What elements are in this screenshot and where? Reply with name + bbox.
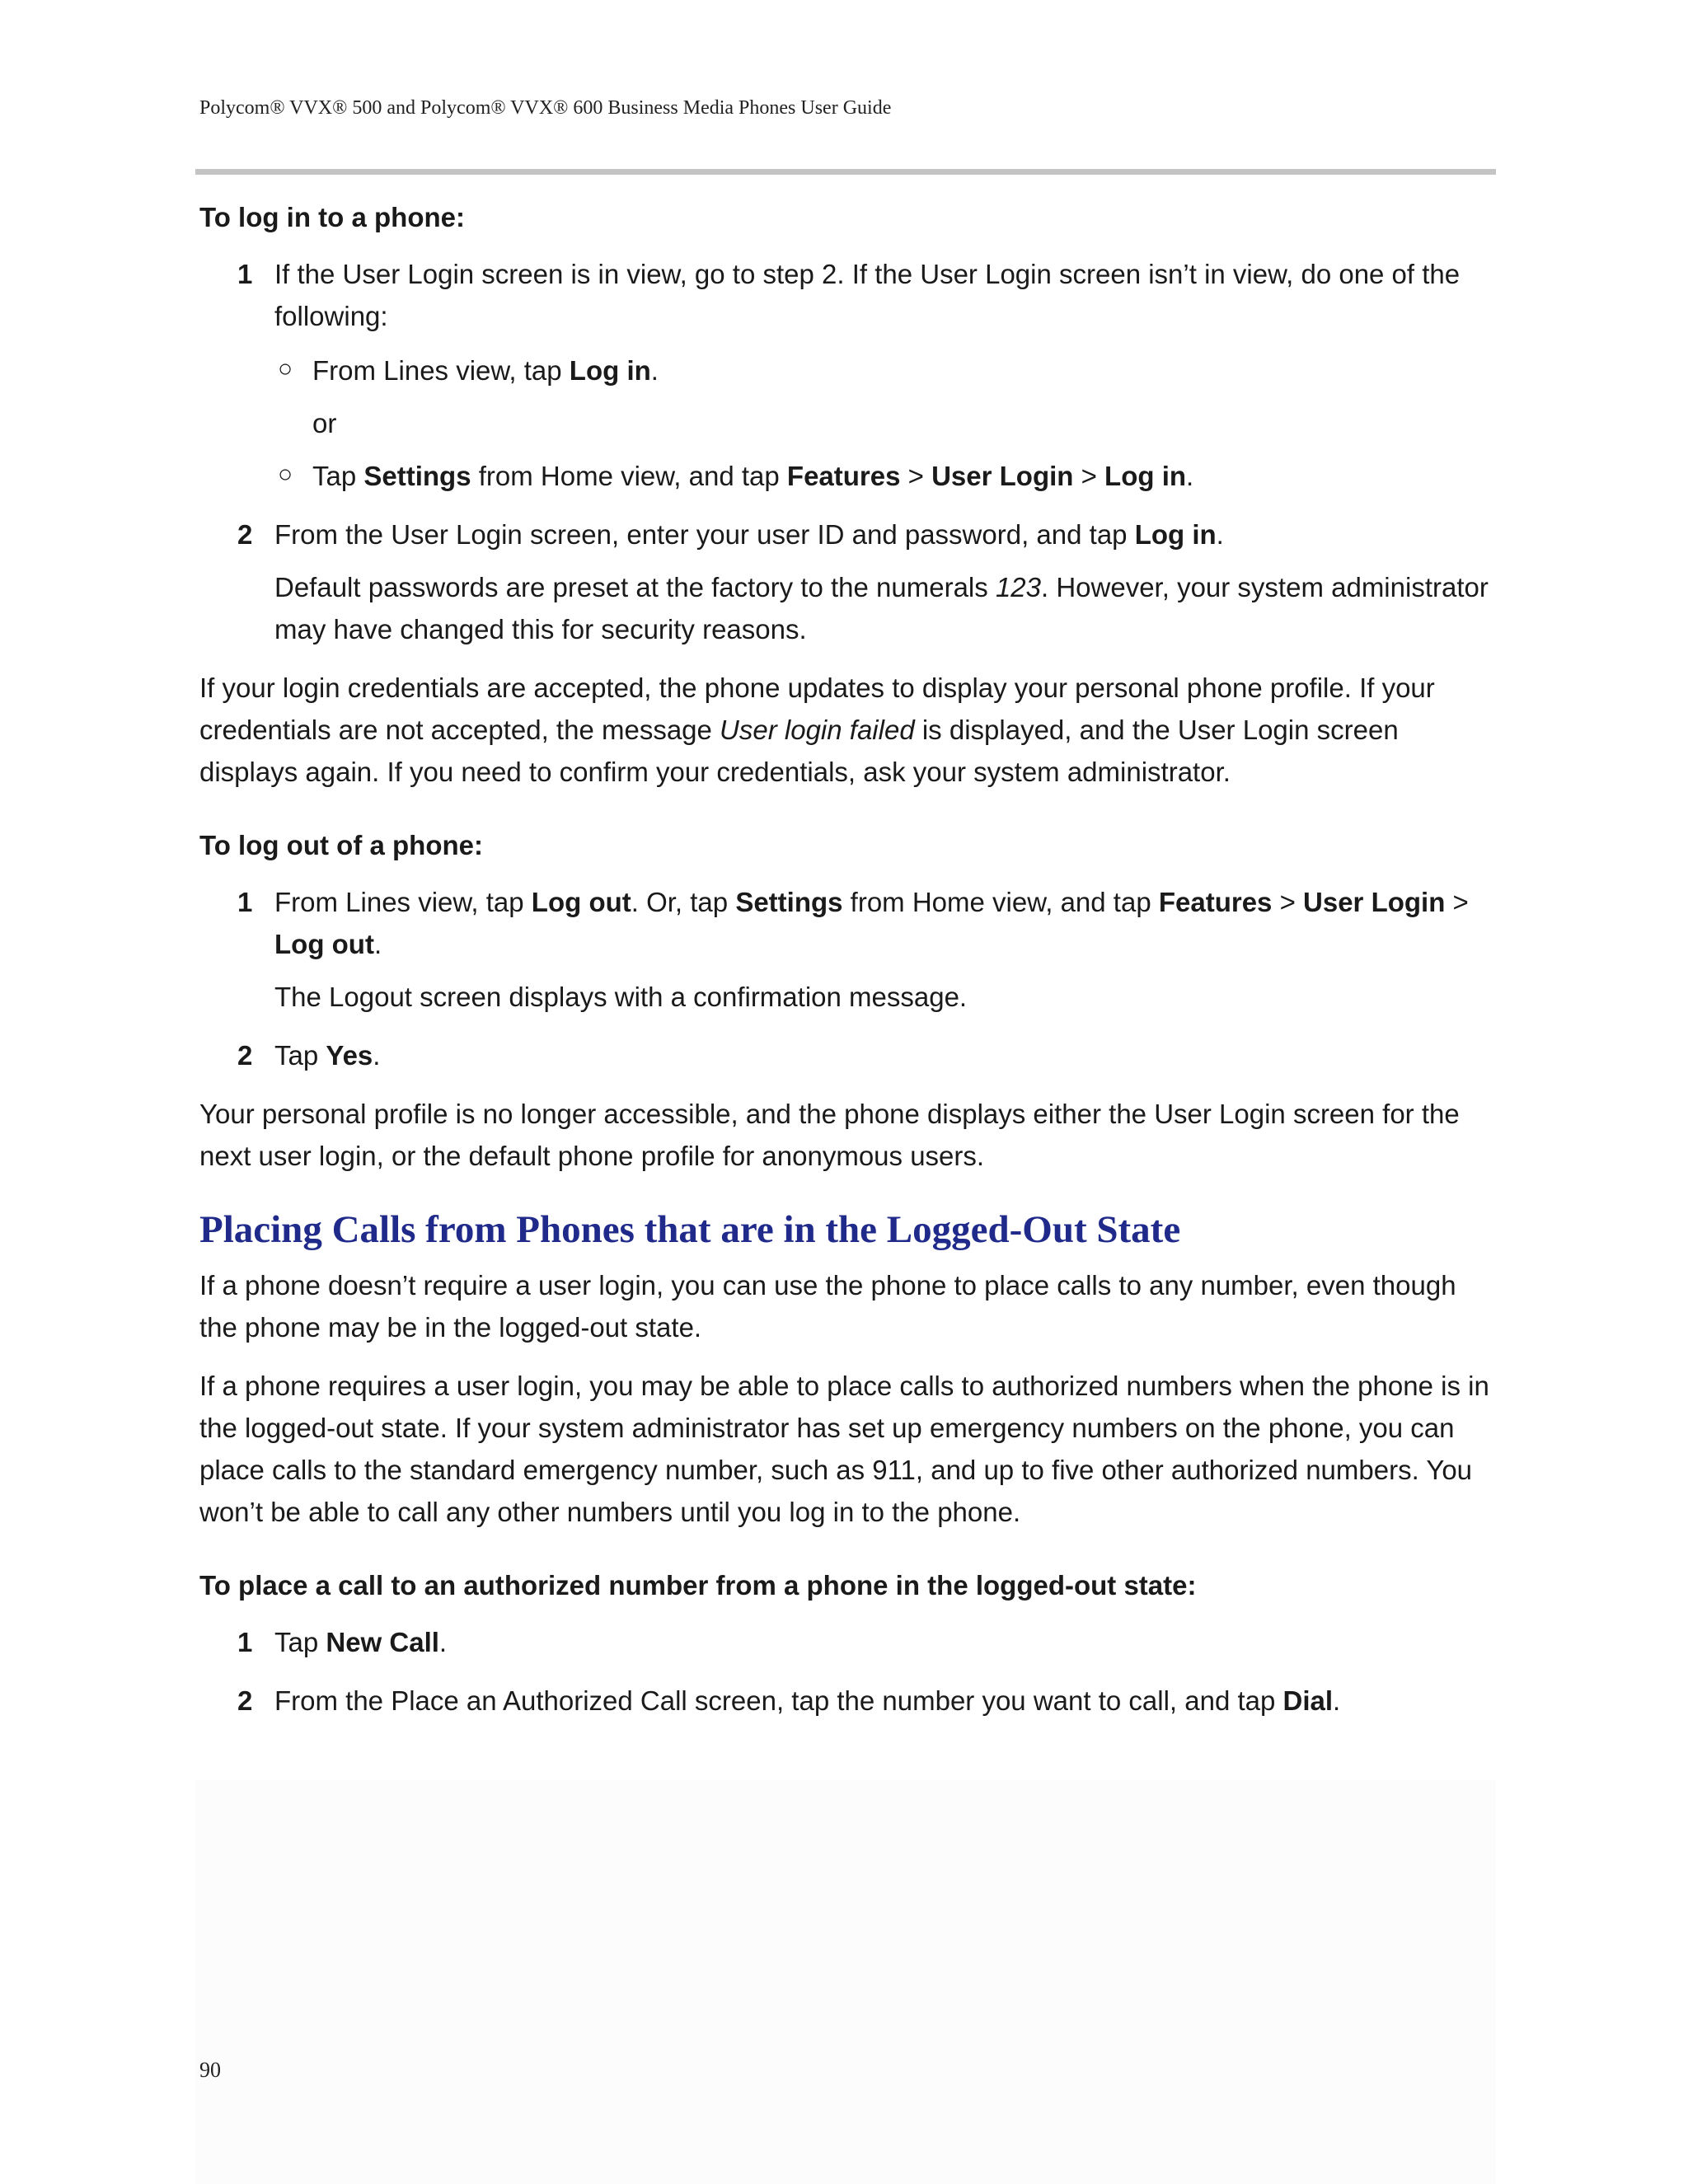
ui-term: Dial — [1282, 1685, 1334, 1716]
logout-steps — [199, 881, 1493, 1076]
section-paragraph-1: If a phone doesn’t require a user login, you can use the phone to place calls to any number, even though the phone may be in the logged-out state. — [199, 1270, 1456, 1343]
logout-step-2: 2 Tap Yes. — [199, 1034, 1493, 1076]
page-content — [199, 196, 1493, 1738]
ui-term: Yes — [326, 1040, 373, 1071]
step-number: 1 — [237, 1627, 253, 1657]
ui-term: New Call — [326, 1627, 439, 1657]
ui-term: Features — [1158, 887, 1273, 917]
login-procedure-title: To log in to a phone: — [199, 202, 465, 232]
login-result-paragraph: If your login credentials are accepted, the phone updates to display your personal phone profile. If your credentials are not accepted, the message User login failed is displayed, and the User Login screen displays again. If you need to confirm your credentials, ask your system administrator. — [199, 673, 1435, 787]
authorized-call-step-2: 2 From the Place an Authorized Call screen, tap the number you want to call, and tap Dial. — [199, 1680, 1493, 1722]
step-text: If the User Login screen is in view, go to step 2. If the User Login screen isn’t in view, do one of the following: — [274, 259, 1461, 331]
emphasis: 123 — [995, 572, 1041, 602]
login-options — [274, 349, 1493, 391]
step-note: Default passwords are preset at the factory to the numerals 123. However, your system administrator may have changed this for security reasons. — [274, 572, 1489, 644]
step-number: 2 — [237, 1685, 253, 1716]
page-shade — [195, 1780, 1496, 2184]
header-rule — [195, 169, 1496, 175]
login-option-settings: ○ Tap Settings from Home view, and tap Features > User Login > Log in. — [274, 455, 1493, 497]
ui-term: Log out — [274, 929, 374, 959]
ui-term: Log in — [1134, 519, 1217, 550]
ui-term: Log in — [569, 355, 651, 386]
authorized-call-procedure-title: To place a call to an authorized number from a phone in the logged-out state: — [199, 1570, 1197, 1601]
circle-bullet-icon: ○ — [278, 461, 293, 488]
authorized-call-step-1: 1 Tap New Call. — [199, 1621, 1493, 1663]
logout-step-1: 1 From Lines view, tap Log out. Or, tap Settings from Home view, and tap Features > User Login > Log out. The Logout screen displays with a confirmation message. — [199, 881, 1493, 1018]
running-header: Polycom® VVX® 500 and Polycom® VVX® 600 Business Media Phones User Guide — [199, 97, 892, 119]
login-steps — [199, 253, 1493, 650]
section-paragraph-2: If a phone requires a user login, you may be able to place calls to authorized numbers when the phone is in the logged-out state. If your system administrator has set up emergency numbers on the phone, you can place calls to the standard emergency number, such as 911, and up to five other authorized numbers. You won’t be able to call any other numbers until you log in to the phone. — [199, 1371, 1489, 1527]
step-note: The Logout screen displays with a confirmation message. — [274, 982, 968, 1012]
emphasis: User login failed — [720, 715, 915, 745]
login-option-lines-view: ○ From Lines view, tap Log in. — [274, 349, 1493, 391]
login-step-2: 2 From the User Login screen, enter your user ID and password, and tap Log in. Default passwords are preset at the factory to the numerals 123. However, your system administrator may have changed this for security reasons. — [199, 513, 1493, 650]
page-number: 90 — [199, 2058, 221, 2082]
section-heading: Placing Calls from Phones that are in the Logged-Out State — [199, 1208, 1181, 1251]
authorized-call-steps — [199, 1621, 1493, 1722]
login-options-2 — [274, 455, 1493, 497]
ui-term: Settings — [363, 461, 471, 491]
ui-term: Log in — [1104, 461, 1187, 491]
ui-term: User Login — [1303, 887, 1446, 917]
login-step-1 — [199, 253, 1493, 497]
step-number: 1 — [237, 887, 253, 917]
logout-result-paragraph: Your personal profile is no longer accessible, and the phone displays either the User Login screen for the next user login, or the default phone profile for anonymous users. — [199, 1099, 1460, 1171]
circle-bullet-icon: ○ — [278, 355, 293, 382]
step-number: 2 — [237, 519, 253, 550]
ui-term: User Login — [931, 461, 1074, 491]
or-separator: or — [312, 408, 337, 438]
ui-term: Features — [786, 461, 901, 491]
logout-procedure-title: To log out of a phone: — [199, 830, 483, 860]
step-number: 2 — [237, 1040, 253, 1071]
step-number: 1 — [237, 259, 253, 289]
ui-term: Settings — [735, 887, 843, 917]
ui-term: Log out — [531, 887, 631, 917]
